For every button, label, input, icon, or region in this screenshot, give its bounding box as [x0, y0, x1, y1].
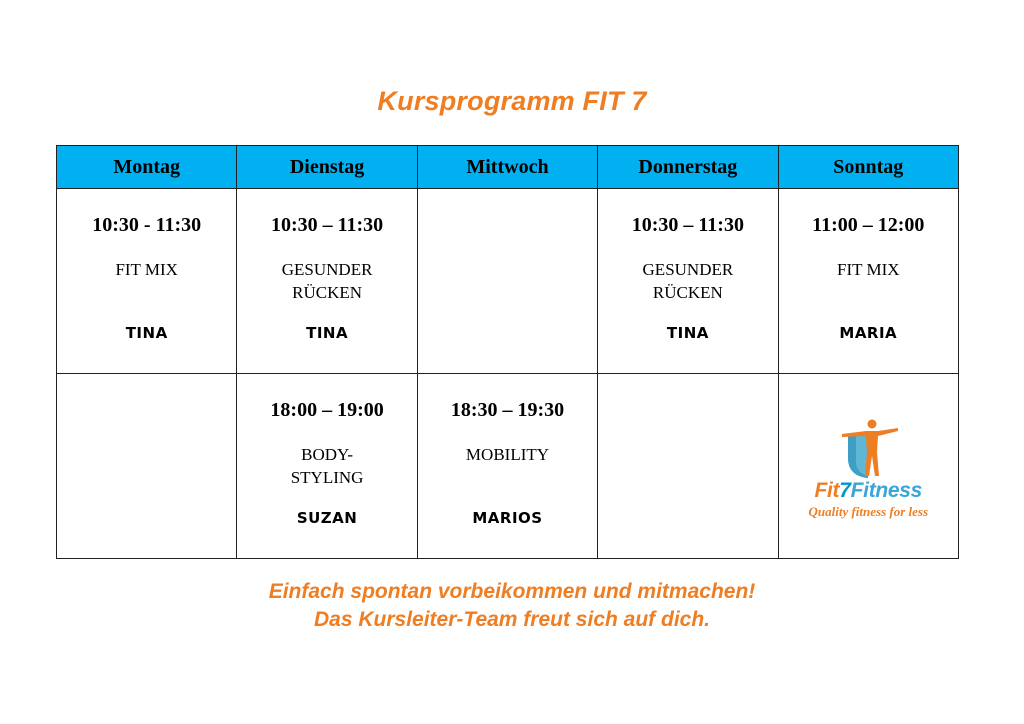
logo-word-seven: 7: [839, 478, 851, 502]
course-name: BODY- STYLING: [290, 445, 364, 487]
course-cell: [778, 189, 958, 374]
course-schedule-table: [56, 145, 959, 559]
course-cell: [417, 374, 597, 559]
logo-tagline: Quality fitness for less: [808, 503, 929, 519]
logo-word-fit: Fit: [814, 478, 840, 502]
course-name: GESUNDER RÜCKEN: [281, 260, 373, 302]
footer-line-1: Einfach spontan vorbeikommen und mitmachen!: [268, 580, 756, 603]
course-trainer: TINA: [125, 324, 168, 342]
course-name: FIT MIX: [115, 260, 178, 279]
course-trainer: TINA: [666, 324, 709, 342]
course-time: 18:00 – 19:00: [270, 399, 384, 421]
course-trainer: TINA: [306, 324, 349, 342]
header-row: [57, 146, 959, 189]
day-header-sonntag: Sonntag: [778, 146, 958, 189]
course-time: 10:30 - 11:30: [92, 214, 202, 236]
footer-line-2: Das Kursleiter-Team freut sich auf dich.: [314, 608, 710, 631]
table-row: [57, 374, 959, 559]
day-header-dienstag: Dienstag: [237, 146, 417, 189]
day-header-montag: Montag: [57, 146, 237, 189]
course-name: FIT MIX: [837, 260, 900, 279]
course-time: 10:30 – 11:30: [631, 214, 744, 236]
course-name: GESUNDER RÜCKEN: [642, 260, 734, 302]
logo-word-fitness: Fitness: [850, 478, 923, 502]
empty-cell: [417, 189, 597, 374]
day-header-donnerstag: Donnerstag: [598, 146, 778, 189]
course-time: 18:30 – 19:30: [450, 399, 565, 421]
course-time: 11:00 – 12:00: [812, 214, 925, 236]
table-row: [57, 189, 959, 374]
course-cell: [598, 189, 778, 374]
day-header-mittwoch: Mittwoch: [417, 146, 597, 189]
footer-message: [0, 578, 1024, 634]
empty-cell: [57, 374, 237, 559]
course-trainer: MARIA: [839, 324, 898, 342]
course-cell: [57, 189, 237, 374]
page-title: Kursprogramm FIT 7: [377, 86, 647, 116]
athlete-figure-icon: [836, 418, 900, 480]
course-cell: [237, 189, 417, 374]
course-time: 10:30 – 11:30: [270, 214, 384, 236]
course-trainer: SUZAN: [296, 509, 358, 527]
logo-wordmark: [809, 480, 929, 502]
logo-cell: [778, 374, 958, 559]
course-name: MOBILITY: [465, 445, 550, 464]
fit7-fitness-logo: [809, 418, 929, 520]
course-cell: [237, 374, 417, 559]
empty-cell: [598, 374, 778, 559]
course-trainer: MARIOS: [472, 509, 543, 527]
